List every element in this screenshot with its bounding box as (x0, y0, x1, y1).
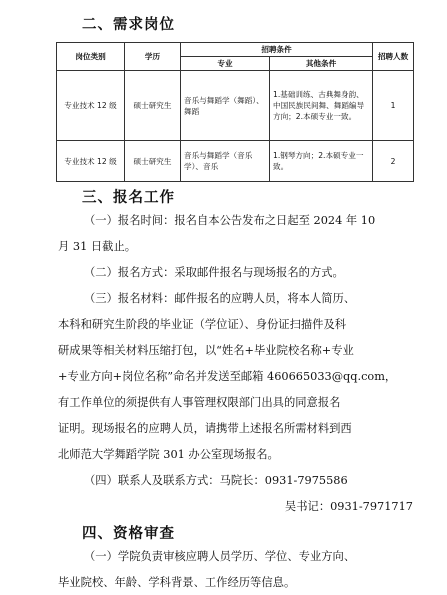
section-3-heading: 三、报名工作 (82, 190, 175, 206)
header-conditions: 招聘条件 (181, 43, 373, 57)
materials-line: 本科和研究生阶段的毕业证（学位证）、身份证扫描件及科 (58, 318, 347, 331)
materials-line: 北师范大学舞蹈学院 301 办公室现场报名。 (58, 448, 279, 461)
header-count: 招聘人数 (373, 43, 414, 71)
cell-major: 音乐与舞蹈学（音乐学）、音乐 (181, 141, 270, 182)
registration-time: （一）报名时间：报名自本公告发布之日起至 2024 年 10 (84, 214, 376, 227)
section-4-heading: 四、资格审查 (82, 526, 175, 542)
cell-count: 2 (373, 141, 414, 182)
cell-education: 硕士研究生 (125, 141, 181, 182)
cell-post-type: 专业技术 12 级 (57, 71, 125, 141)
header-post-type: 岗位类别 (57, 43, 125, 71)
section-2-heading: 二、需求岗位 (82, 17, 175, 33)
header-other: 其他条件 (270, 57, 373, 71)
contact-line-2: 吴书记：0931-7971717 (284, 500, 413, 513)
review-line-cont: 毕业院校、年龄、学科背景、工作经历等信息。 (58, 576, 296, 589)
header-major: 专业 (181, 57, 270, 71)
table-row (57, 71, 414, 141)
cell-count: 1 (373, 71, 414, 141)
registration-method: （二）报名方式：采取邮件报名与现场报名的方式。 (84, 266, 344, 279)
table-row (57, 141, 414, 182)
cell-other: 1.基础训练、古典舞身韵、中国民族民间舞、舞蹈编导方向；2.本硕专业一致。 (270, 71, 373, 141)
positions-table (56, 42, 414, 182)
cell-major: 音乐与舞蹈学（舞蹈）、舞蹈 (181, 71, 270, 141)
cell-education: 硕士研究生 (125, 71, 181, 141)
review-line: （一）学院负责审核应聘人员学历、学位、专业方向、 (84, 550, 356, 563)
registration-time-cont: 月 31 日截止。 (58, 240, 137, 253)
cell-post-type: 专业技术 12 级 (57, 141, 125, 182)
cell-other: 1.钢琴方向；2.本硕专业一致。 (270, 141, 373, 182)
materials-line: 证明。现场报名的应聘人员，请携带上述报名所需材料到西 (58, 422, 352, 435)
header-education: 学历 (125, 43, 181, 71)
materials-line: +专业方向+岗位名称”命名并发送至邮箱 460665033@qq.com， (58, 370, 397, 383)
contact-line: （四）联系人及联系方式：马院长：0931-7975586 (84, 474, 348, 487)
materials-line: （三）报名材料：邮件报名的应聘人员，将本人简历、 (84, 292, 356, 305)
materials-line: 研成果等相关材料压缩打包，以“姓名+毕业院校名称+专业 (58, 344, 354, 357)
materials-line: 有工作单位的须提供有人事管理权限部门出具的同意报名 (58, 396, 341, 409)
